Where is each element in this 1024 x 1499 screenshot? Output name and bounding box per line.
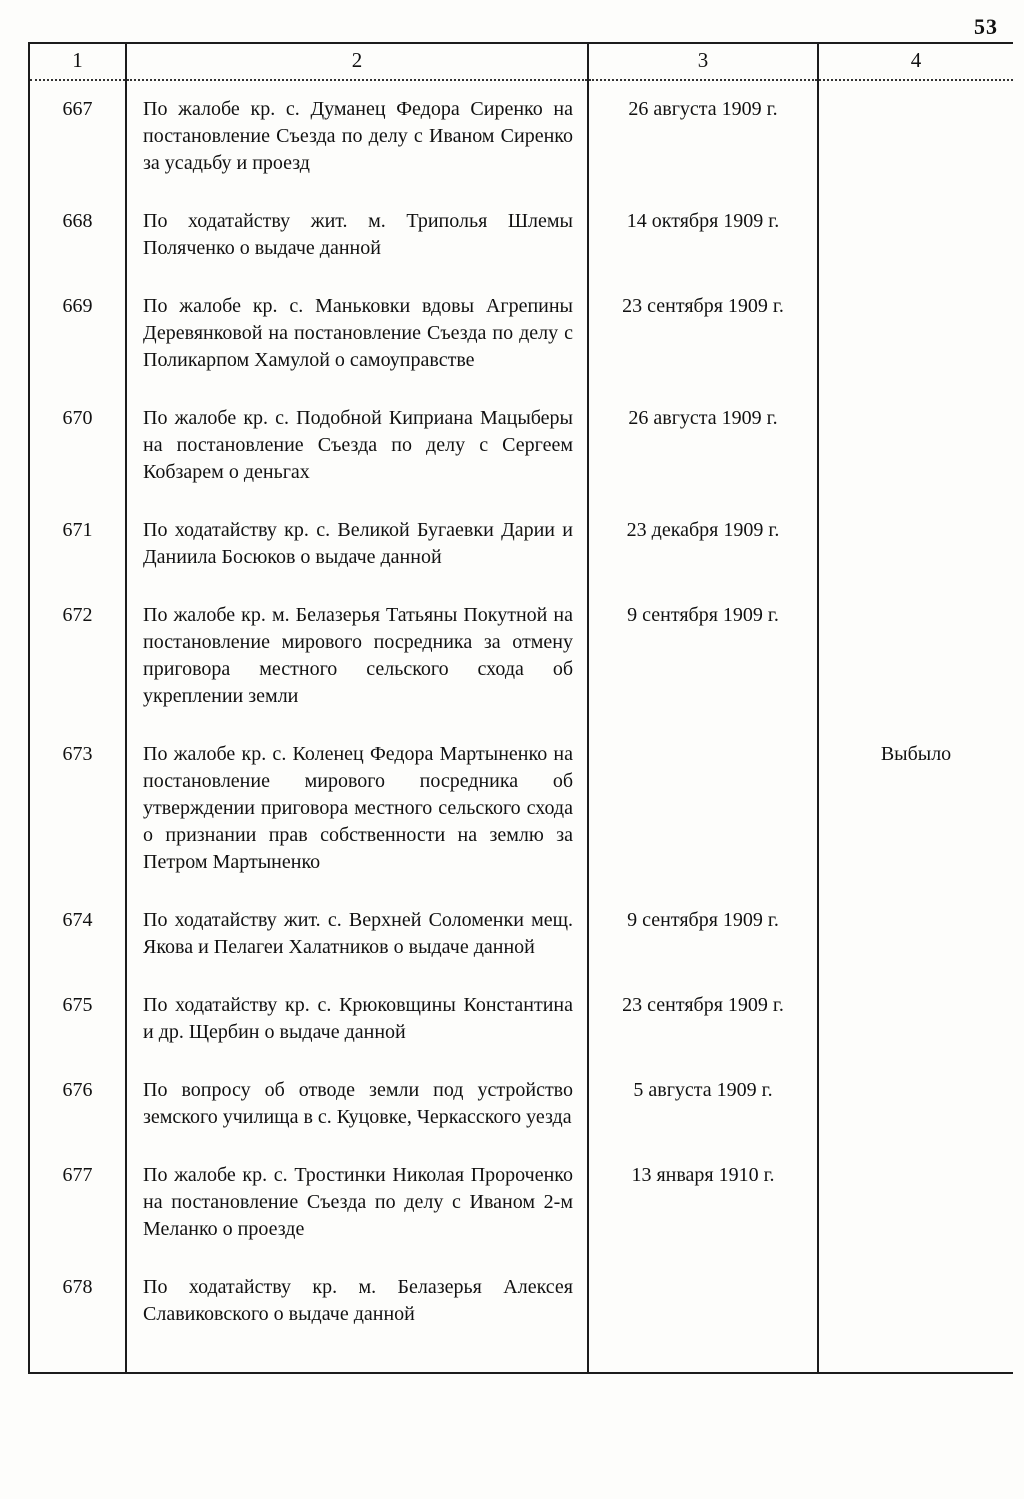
description-cell: По ходатайству жит. с. Верхней Соломенки мещ. Якова и Пелагеи Халатников о выдаче данной	[126, 892, 588, 977]
description-cell: По ходатайству жит. м. Триполья Шлемы Поляченко о выдаче данной	[126, 193, 588, 278]
table-body	[29, 80, 1013, 1373]
column-header-1: 1	[29, 43, 126, 80]
description-cell: По ходатайству кр. с. Крюковщины Константина и др. Щербин о выдаче данной	[126, 977, 588, 1062]
row-number-cell: 677	[62, 1164, 93, 1186]
row-number-cell: 673	[62, 743, 93, 765]
date-cell: 14 октября 1909 г.	[588, 193, 818, 278]
row-number-cell: 678	[62, 1276, 93, 1298]
note-cell	[818, 977, 1013, 1062]
date-cell	[588, 1259, 818, 1373]
row-number-cell: 675	[62, 994, 93, 1016]
note-cell	[818, 1062, 1013, 1147]
page-number: 53	[974, 14, 998, 39]
date-cell	[588, 726, 818, 892]
note-cell: Выбыло	[818, 726, 1013, 892]
note-cell	[818, 193, 1013, 278]
table-row	[29, 390, 1013, 502]
description-cell: По вопросу об отводе земли под устройство земского училища в с. Куцовке, Черкасского уезда	[126, 1062, 588, 1147]
description-cell: По жалобе кр. с. Коленец Федора Мартыненко на постановление мирового посредника об утверждении приговора местного сельского схода о признании прав собственности на землю за Петром Мартыненко	[126, 726, 588, 892]
row-number-cell: 671	[62, 519, 93, 541]
table-row	[29, 1147, 1013, 1259]
date-cell: 23 сентября 1909 г.	[588, 977, 818, 1062]
table-row	[29, 278, 1013, 390]
row-number-cell: 669	[62, 295, 93, 317]
description-cell: По жалобе кр. с. Тростинки Николая Пророченко на постановление Съезда по делу с Иваном 2-м Меланко о проезде	[126, 1147, 588, 1259]
column-header-4: 4	[818, 43, 1013, 80]
row-number-cell: 667	[62, 98, 93, 120]
date-cell: 5 августа 1909 г.	[588, 1062, 818, 1147]
row-number-cell: 672	[62, 604, 93, 626]
date-cell: 23 декабря 1909 г.	[588, 502, 818, 587]
date-cell: 9 сентября 1909 г.	[588, 892, 818, 977]
note-cell	[818, 390, 1013, 502]
note-cell	[818, 278, 1013, 390]
table-row	[29, 726, 1013, 892]
description-cell: По жалобе кр. с. Подобной Киприана Мацыберы на постановление Съезда по делу с Сергеем Кобзарем о деньгах	[126, 390, 588, 502]
table-row	[29, 892, 1013, 977]
date-cell: 26 августа 1909 г.	[588, 390, 818, 502]
column-header-3: 3	[588, 43, 818, 80]
date-cell: 9 сентября 1909 г.	[588, 587, 818, 726]
column-header-2: 2	[126, 43, 588, 80]
row-number-cell: 668	[62, 210, 93, 232]
note-cell	[818, 80, 1013, 193]
note-cell	[818, 1147, 1013, 1259]
note-cell	[818, 587, 1013, 726]
description-cell: По ходатайству кр. с. Великой Бугаевки Дарии и Даниила Босюков о выдаче данной	[126, 502, 588, 587]
description-cell: По жалобе кр. с. Думанец Федора Сиренко на постановление Съезда по делу с Иваном Сиренко за усадьбу и проезд	[126, 80, 588, 193]
row-number-cell: 674	[62, 909, 93, 931]
table-row	[29, 80, 1013, 193]
register-table-wrap	[28, 42, 1012, 1374]
table-row	[29, 587, 1013, 726]
date-cell: 26 августа 1909 г.	[588, 80, 818, 193]
date-cell: 13 января 1910 г.	[588, 1147, 818, 1259]
table-row	[29, 1259, 1013, 1373]
description-cell: По ходатайству кр. м. Белазерья Алексея Славиковского о выдаче данной	[126, 1259, 588, 1373]
date-cell: 23 сентября 1909 г.	[588, 278, 818, 390]
table-row	[29, 977, 1013, 1062]
register-table	[28, 42, 1013, 1374]
table-row	[29, 502, 1013, 587]
note-cell	[818, 502, 1013, 587]
table-row	[29, 1062, 1013, 1147]
note-cell	[818, 892, 1013, 977]
row-number-cell: 670	[62, 407, 93, 429]
row-number-cell: 676	[62, 1079, 93, 1101]
note-cell	[818, 1259, 1013, 1373]
table-header-row	[29, 43, 1013, 80]
description-cell: По жалобе кр. м. Белазерья Татьяны Покутной на постановление мирового посредника за отмену приговора местного сельского схода об укреплении земли	[126, 587, 588, 726]
table-row	[29, 193, 1013, 278]
table-header	[29, 43, 1013, 80]
description-cell: По жалобе кр. с. Маньковки вдовы Агрепины Деревянковой на постановление Съезда по делу с Поликарпом Хамулой о самоуправстве	[126, 278, 588, 390]
